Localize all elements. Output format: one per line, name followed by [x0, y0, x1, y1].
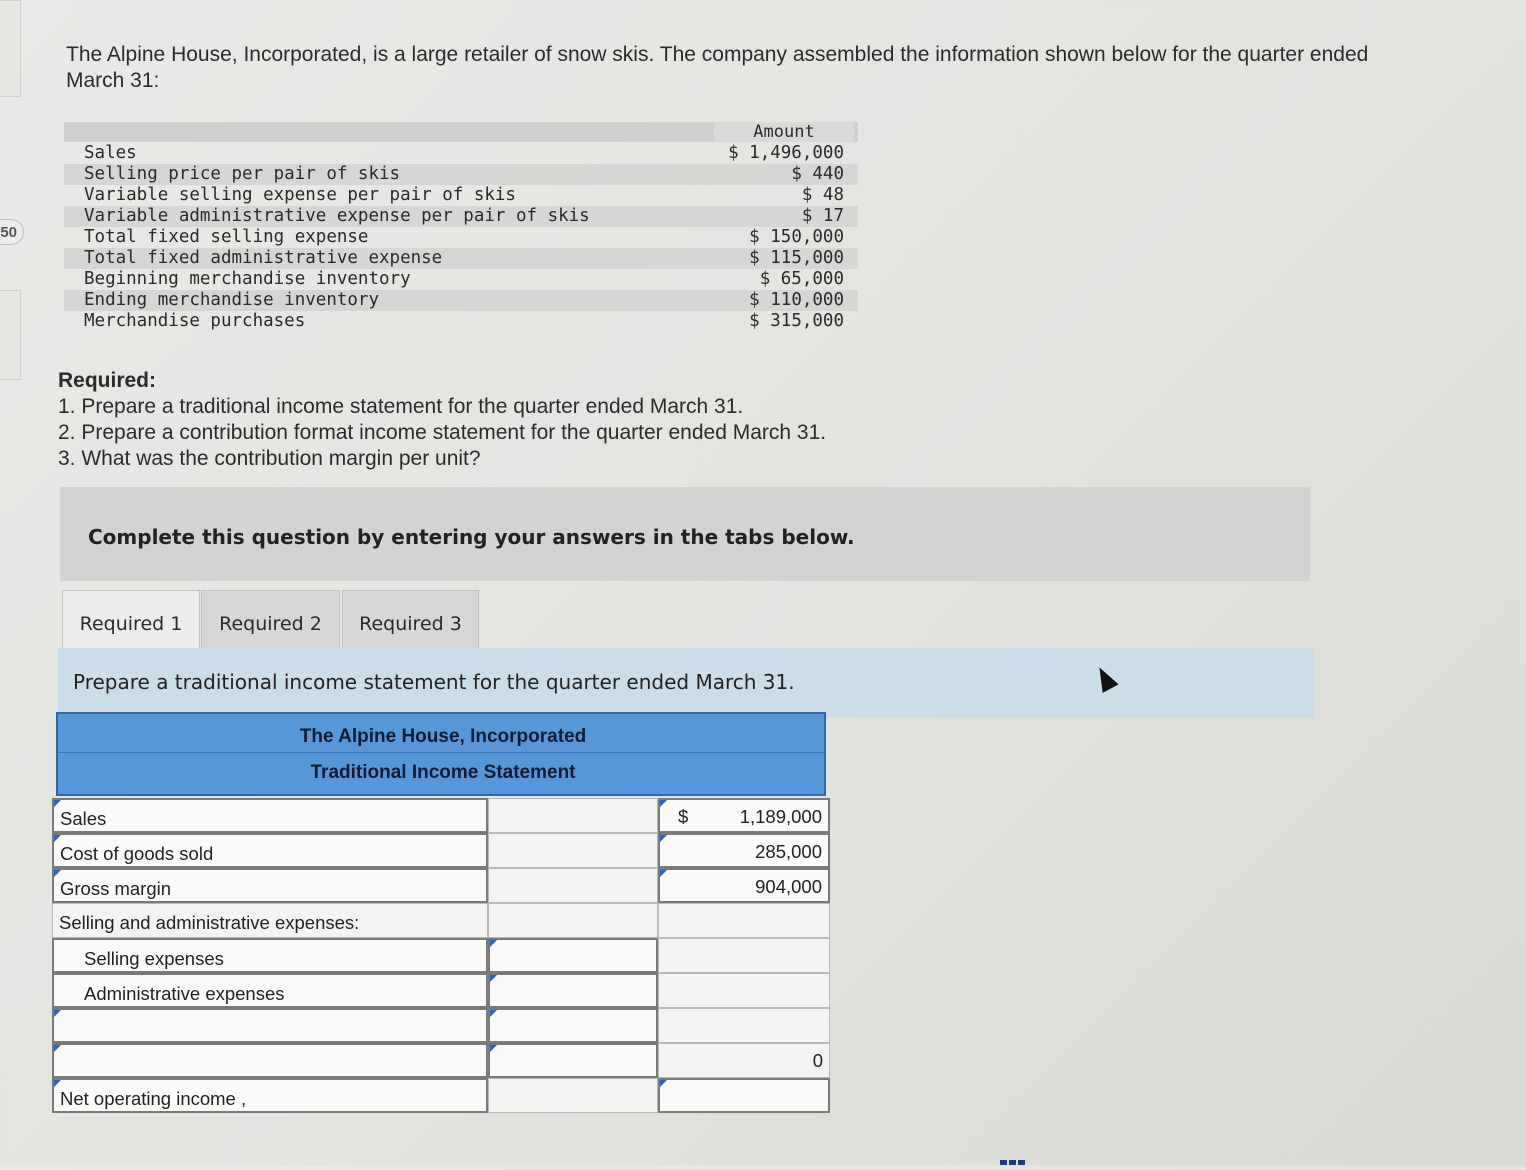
statement-header: [56, 712, 826, 796]
blank-total-middle-field[interactable]: [488, 1043, 658, 1078]
blank-total-amount-cell: [658, 1043, 830, 1078]
statement-row-cogs: [48, 833, 830, 868]
statement-row-selling: [48, 938, 830, 973]
side-panel-edge: [0, 290, 21, 380]
statement-row-blank: [48, 1008, 830, 1043]
tab-prompt-bar: [58, 648, 1314, 718]
side-panel-edge: [0, 0, 21, 97]
info-row-amount: $ 150,000: [749, 227, 844, 247]
header-divider: [58, 752, 824, 753]
cogs-amount-value: 285,000: [755, 841, 822, 862]
cogs-label-field[interactable]: [52, 833, 488, 868]
dropdown-flag-icon: [54, 870, 61, 877]
info-row-label: Total fixed selling expense: [84, 227, 369, 247]
sa-header-middle-cell: [488, 903, 658, 938]
dropdown-flag-icon: [660, 870, 667, 877]
noi-label-field[interactable]: [52, 1078, 488, 1113]
dropdown-flag-icon: [660, 1080, 667, 1087]
info-row-label: Total fixed administrative expense: [84, 248, 443, 268]
required-heading: Required:: [58, 369, 157, 392]
gross-margin-amount-field[interactable]: [658, 868, 830, 903]
info-row-amount: $ 110,000: [749, 290, 844, 310]
instructions-banner: [60, 487, 1310, 581]
info-row: [64, 290, 858, 311]
info-row-amount: $ 315,000: [749, 311, 844, 331]
gross-margin-middle-cell: [488, 868, 658, 903]
statement-title: Traditional Income Statement: [310, 762, 576, 783]
info-row: [64, 227, 858, 248]
statement-row-sa-header: [48, 903, 830, 938]
info-row-label: Merchandise purchases: [84, 311, 306, 331]
required-item: 2. Prepare a contribution format income statement for the quarter ended March 31.: [58, 421, 827, 444]
selling-total-cell: [658, 938, 830, 973]
dropdown-flag-icon: [54, 800, 61, 807]
statement-row-admin: [48, 973, 830, 1008]
info-row: [64, 311, 858, 332]
selling-label-text: Selling expenses: [84, 948, 224, 969]
tab-required-1[interactable]: Required 1: [62, 590, 200, 662]
info-row: [64, 143, 858, 164]
company-name: The Alpine House, Incorporated: [299, 726, 587, 747]
admin-amount-field[interactable]: [488, 973, 658, 1008]
dollar-sign: $: [678, 806, 689, 827]
tab-required-3[interactable]: Required 3: [342, 590, 479, 656]
given-information-table: [64, 122, 858, 346]
info-row-amount: $ 1,496,000: [728, 143, 844, 163]
info-row-amount: $ 17: [801, 206, 844, 226]
info-row: [64, 248, 858, 269]
sales-amount-value: 1,189,000: [739, 806, 822, 827]
statement-row-gross-margin: [48, 868, 830, 903]
question-grid-icon[interactable]: [1000, 1152, 1028, 1164]
blank-total-cell: [658, 1008, 830, 1043]
tab-required-2[interactable]: Required 2: [201, 590, 340, 656]
info-row-amount: $ 115,000: [749, 248, 844, 268]
sa-header-label: [52, 903, 488, 938]
dropdown-flag-icon: [54, 1045, 61, 1052]
info-row: [64, 269, 858, 290]
info-row-label: Selling price per pair of skis: [84, 164, 401, 184]
sales-middle-cell: [488, 798, 658, 833]
amount-column-header: Amount: [714, 122, 854, 142]
required-item: 1. Prepare a traditional income statement for the quarter ended March 31.: [58, 395, 744, 418]
dropdown-flag-icon: [54, 1010, 61, 1017]
dropdown-flag-icon: [490, 1045, 497, 1052]
selling-amount-field[interactable]: [488, 938, 658, 973]
dropdown-flag-icon: [54, 835, 61, 842]
sales-label-field[interactable]: [52, 798, 488, 833]
info-row-label: Sales: [84, 143, 137, 163]
info-row: [64, 185, 858, 206]
sa-header-amount-cell: [658, 903, 830, 938]
required-item: 3. What was the contribution margin per unit?: [58, 447, 481, 470]
blank-total-label-field[interactable]: [52, 1043, 488, 1078]
required-section: [58, 368, 826, 472]
gross-margin-label-field[interactable]: [52, 868, 488, 903]
dropdown-flag-icon: [660, 800, 667, 807]
admin-label-field[interactable]: [52, 973, 488, 1008]
info-row: [64, 206, 858, 227]
dropdown-flag-icon: [54, 1080, 61, 1087]
info-row-amount: $ 48: [801, 185, 844, 205]
side-question-number[interactable]: 50: [0, 219, 24, 245]
info-row-label: Ending merchandise inventory: [84, 290, 380, 310]
noi-label-text: Net operating income ,: [60, 1088, 247, 1109]
statement-row-blank-total: [48, 1043, 830, 1078]
blank-amount-field[interactable]: [488, 1008, 658, 1043]
noi-amount-field[interactable]: [658, 1078, 830, 1113]
statement-row-sales: [48, 798, 830, 833]
instructions-text: Complete this question by entering your answers in the tabs below.: [88, 525, 855, 549]
admin-total-cell: [658, 973, 830, 1008]
statement-row-net-operating-income: [48, 1078, 830, 1113]
admin-label-text: Administrative expenses: [84, 983, 285, 1004]
gross-margin-amount-value: 904,000: [755, 876, 822, 897]
cogs-middle-cell: [488, 833, 658, 868]
sales-label-text: Sales: [60, 808, 107, 829]
cogs-amount-field[interactable]: [658, 833, 830, 868]
problem-intro-text: The Alpine House, Incorporated, is a large retailer of snow skis. The company assembled the information shown below for the quarter ended March 31:: [66, 43, 1369, 92]
info-row-label: Variable selling expense per pair of skis: [84, 185, 516, 205]
cogs-label-text: Cost of goods sold: [60, 843, 214, 864]
info-row-amount: $ 440: [791, 164, 844, 184]
info-row-label: Beginning merchandise inventory: [84, 269, 411, 289]
info-row: [64, 164, 858, 185]
gross-margin-label-text: Gross margin: [60, 878, 172, 899]
blank-label-field[interactable]: [52, 1008, 488, 1043]
dropdown-flag-icon: [490, 1010, 497, 1017]
dropdown-flag-icon: [660, 835, 667, 842]
dropdown-flag-icon: [490, 975, 497, 982]
tab-prompt-text: Prepare a traditional income statement for the quarter ended March 31.: [73, 670, 795, 694]
blank-total-amount-value: 0: [812, 1050, 823, 1071]
dropdown-flag-icon: [490, 940, 497, 947]
info-row-amount: $ 65,000: [759, 269, 844, 289]
sales-amount-field[interactable]: [658, 798, 830, 833]
info-row-label: Variable administrative expense per pair of skis: [84, 206, 590, 226]
selling-label-field[interactable]: [52, 938, 488, 973]
sa-header-text: Selling and administrative expenses:: [59, 912, 360, 933]
noi-middle-cell: [488, 1078, 658, 1113]
